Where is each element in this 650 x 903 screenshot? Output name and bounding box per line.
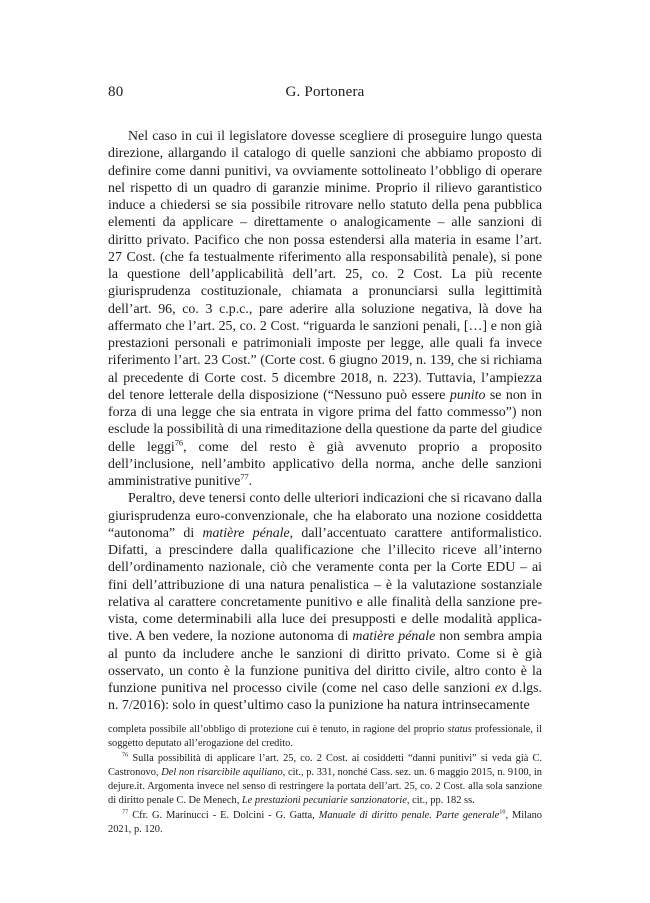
text-run: , dall’accentuato carattere antiformalistico. Difatti, a prescindere dalla qualificazione che l’illecito riceve all’interno dell’ordinamento nazionale, ciò che veramente conta per la Corte EDU – ai fini dell’attribuzione di una natura penalistica – è la valutazione sostanziale relativa al carattere concretamente punitivo e alle finalità della sanzione prevista, come determinabili alla luce dei presupposti e delle modalità applicative. A ben vedere, la nozione autonoma di <box>108 525 542 645</box>
footnote-number: 76 <box>122 751 129 759</box>
footnote-76 <box>108 752 542 809</box>
text-run: , Milano 2021, p. 120. <box>108 809 543 836</box>
text-run: , come del resto è già avvenuto proprio a proposito dell’inclusione, nell’ambito applicativo della norma, anche delle sanzioni amministrative punitive <box>108 439 542 489</box>
text-run: d.lgs. n. 7/2016): solo in quest’ultimo caso la punizione ha natura intrinsecamente <box>108 681 543 714</box>
paragraph-1 <box>108 128 542 490</box>
text-run: . <box>248 474 253 489</box>
text-run: Sulla possibilità di applicare l’art. 25, co. 2 Cost. ai cosiddetti “danni punitivi” si veda già C. Castronovo, <box>108 752 542 778</box>
text-run: , cit., p. 331, nonché Cass. sez. un. 6 maggio 2015, n. 9100, in dejure.it. Argomenta invece nel senso di restringere la portata dell’art. 25, co. 2 Cost. alla sola sanzione di diritto penale C. De Menech, <box>108 766 542 807</box>
footnote-continuation <box>108 723 542 752</box>
page-number: 80 <box>108 84 124 100</box>
footnotes <box>108 723 542 837</box>
text-run: se non in forza di una legge che sia entrata in vigore prima del fatto commesso”) non esclude la possibilità di una rimeditazione della questione da parte del giudice delle leggi <box>108 387 542 455</box>
text-run: completa possibile all’obbligo di protezione cui è tenuto, in ragione del proprio <box>108 724 448 735</box>
paragraph-2 <box>108 490 542 714</box>
edition-number: 10 <box>499 808 506 816</box>
text-run: non sembra ampia al punto da includere anche le sanzioni di diritto privato. Come si è già osservato, un conto è la funzione punitiva del diritto civile, altro conto è la funzione punitiva nel processo civile (come nel caso delle sanzioni <box>108 629 542 696</box>
running-head: G. Portonera <box>285 84 365 100</box>
footnote-77 <box>108 809 542 838</box>
italic-title: Manuale di diritto penale. Parte generale <box>318 809 500 821</box>
italic-term: status <box>447 724 472 735</box>
text-run: Nel caso in cui il legislatore dovesse scegliere di proseguire lungo questa direzione, allargando il catalogo di quelle sanzioni che abbiamo proposto di definire come danni punitivi, va ovviamente sottolineato l’obbligo di operare nel rispetto di un quadro di garanzie minime. Proprio il rilievo garantistico induce a chiedersi se sia possibile ritrovare nello statuto della pena pubblica elementi da applicare – direttamente o analogicamente – alle sanzioni di diritto privato. Pacifico che non possa estendersi alla materia in esame l’art. 27 Cost. (che fa testualmente riferimento alla responsabilità penale), si pone la questione dell’applicabilità dell’art. 25, co. 2 Cost. La più recente giurisprudenza costituzionale, chiamata a pronunciarsi sulla legittimità dell’art. 96, co. 3 c.p.c., pare aderire alla soluzione negativa, là dove ha affermato che l’art. 25, co. 2 Cost. “riguarda le sanzioni penali, […] e non già prestazioni personali e patrimoniali imposte per legge, alle quali fa invece riferimento l’art. 23 Cost.” (Corte cost. 6 giugno 2019, n. 139, che si richiama al precedente di Corte cost. 5 dicembre 2018, n. 223). Tuttavia, l’ampiezza del tenore letterale della disposizione (“Nessuno può essere <box>108 129 542 403</box>
italic-term: matière pénale <box>202 525 290 541</box>
text-run: Peraltro, deve tenersi conto delle ulteriori indicazioni che si ricavano dalla giurisprudenza euro-convenzionale, che ha elaborato una nozione cosiddetta “autonoma” di <box>108 491 542 541</box>
text-run: Cfr. G. Marinucci - E. Dolcini - G. Gatta, <box>128 809 319 821</box>
italic-term: punito <box>449 387 486 403</box>
footnote-number: 77 <box>122 808 129 816</box>
italic-term: ex <box>494 681 508 696</box>
italic-title: Le prestazioni pecuniarie sanzionatorie <box>241 795 407 807</box>
footnote-ref-76[interactable]: 76 <box>174 437 184 447</box>
footnote-ref-77[interactable]: 77 <box>240 472 249 482</box>
main-text <box>108 128 542 715</box>
page-header <box>108 84 542 106</box>
italic-title: Del non risarcibile aquiliano <box>161 766 283 778</box>
text-run: professionale, il soggetto deputato all’erogazione del credito. <box>108 724 542 750</box>
text-run: , cit., pp. 182 ss. <box>406 795 475 807</box>
italic-term: matière pénale <box>352 629 436 645</box>
